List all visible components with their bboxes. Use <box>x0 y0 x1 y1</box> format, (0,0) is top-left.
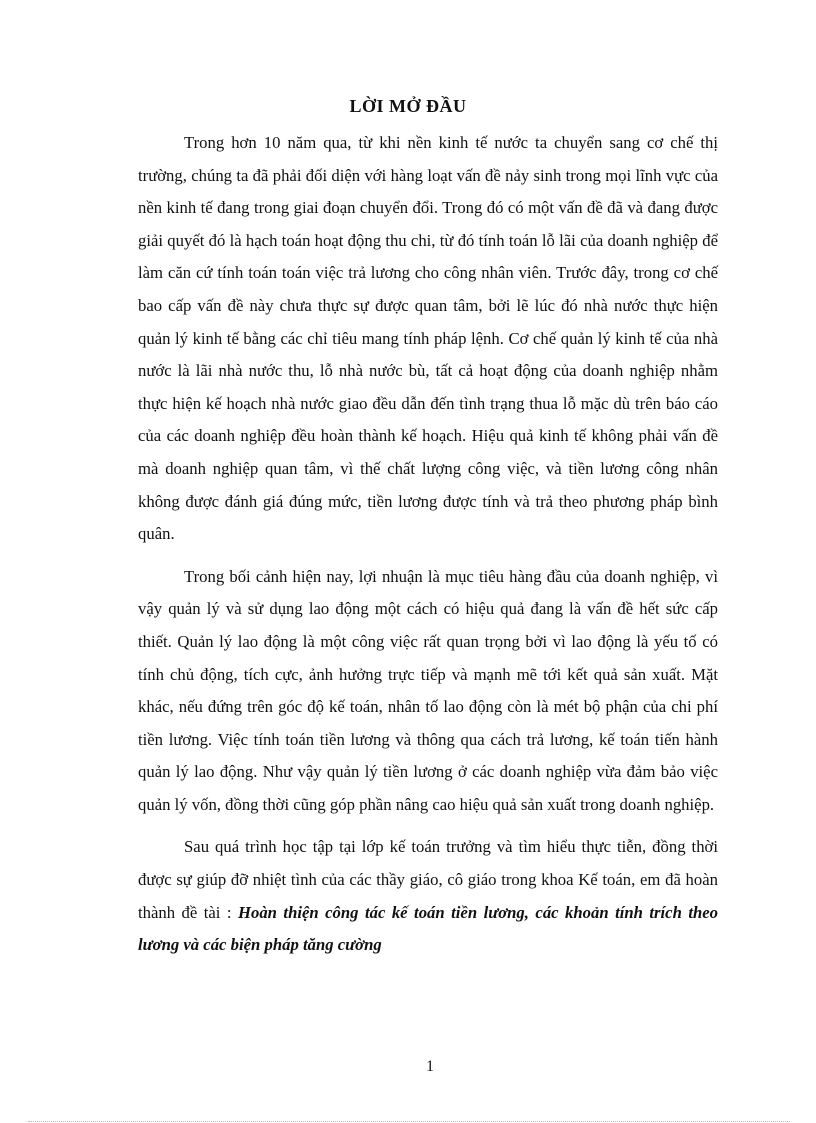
page-number: 1 <box>426 1058 434 1075</box>
thesis-topic-title: Hoàn thiện công tác kế toán tiền lương, các khoản tính trích theo lương và các biện pháp tăng cường <box>138 902 718 955</box>
document-title: LỜI MỞ ĐẦU <box>349 96 467 116</box>
paragraph-1: Trong hơn 10 năm qua, từ khi nền kinh tế nước ta chuyển sang cơ chế thị trường, chúng ta đã phải đối diện với hàng loạt vấn đề nảy sinh trong mọi lĩnh vực của nền kinh tế đang trong giai đoạn chuyển đổi. Trong đó có một vấn đề đã và đang được giải quyết đó là hạch toán hoạt động thu chi, từ đó tính toán lỗ lãi của doanh nghiệp để làm căn cứ tính toán toán việc trả lương cho công nhân viên. Trước đây, trong cơ chế bao cấp vấn đề này chưa thực sự được quan tâm, bởi lẽ lúc đó nhà nước thực hiện quản lý kinh tế bằng các chỉ tiêu mang tính pháp lệnh. Cơ chế quản lý kinh tế của nhà nước là lãi nhà nước thu, lỗ nhà nước bù, tất cả hoạt động của doanh nghiệp nhằm thực hiện kế hoạch nhà nước giao đều dẫn đến tình trạng thua lỗ mặc dù trên báo cáo của các doanh nghiệp đều hoàn thành kế hoạch. Hiệu quả kinh tế không phải vấn đề mà doanh nghiệp quan tâm, vì thế chất lượng công việc, và tiền lương công nhân không được đánh giá đúng mức, tiền lương được tính và trả theo phương pháp bình quân. <box>138 133 718 544</box>
paragraph-3-lead: Sau quá trình học tập tại lớp kế toán trưởng và tìm hiểu thực tiễn, đồng thời được sự giúp đỡ nhiệt tình của các thầy giáo, cô giáo trong khoa Kế toán, em đã hoàn thành đề tài : <box>138 837 718 922</box>
footer-divider <box>28 1121 790 1122</box>
document-body <box>138 127 718 962</box>
paragraph-2: Trong bối cảnh hiện nay, lợi nhuận là mục tiêu hàng đầu của doanh nghiệp, vì vậy quản lý và sử dụng lao động một cách có hiệu quả đang là vấn đề hết sức cấp thiết. Quản lý lao động là một công việc rất quan trọng bởi vì lao động là yếu tố có tính chủ động, tích cực, ảnh hưởng trực tiếp và mạnh mẽ tới kết quả sản xuất. Mặt khác, nếu đứng trên góc độ kế toán, nhân tố lao động còn là mét bộ phận của chi phí tiền lương. Việc tính toán tiền lương và thông qua cách trả lương, kế toán tiến hành quản lý lao động. Như vậy quản lý tiền lương ở các doanh nghiệp vừa đảm bảo việc quản lý vốn, đồng thời cũng góp phần nâng cao hiệu quả sản xuất trong doanh nghiệp. <box>138 566 718 814</box>
paragraph-3 <box>138 831 718 961</box>
